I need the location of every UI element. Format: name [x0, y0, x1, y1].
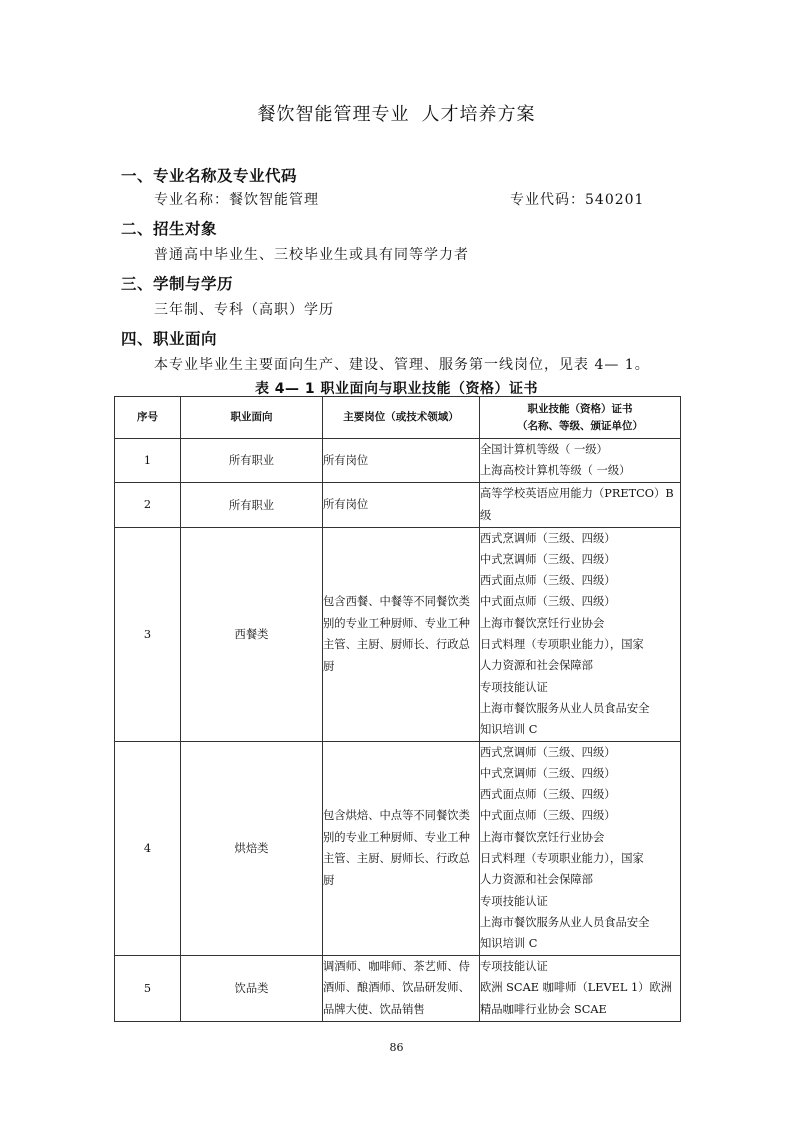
- row-field: 饮品类: [181, 955, 323, 1021]
- header-certs-line2: （名称、等级、颁证单位）: [517, 419, 643, 432]
- row-posts: 包含西餐、中餐等不同餐饮类别的专业工种厨师、专业工种主管、主厨、厨师长、行政总厨: [323, 527, 480, 741]
- major-code-text: 专业代码：540201: [510, 192, 645, 208]
- table-row: [115, 439, 681, 483]
- page-title: [0, 100, 793, 126]
- row-number: 3: [115, 527, 181, 741]
- cert-line: 中式烹调师（三级、四级）: [480, 766, 616, 780]
- table-caption: 表 4— 1 职业面向与职业技能（资格）证书: [254, 381, 539, 397]
- title-main: 餐饮智能管理专业: [257, 104, 410, 125]
- cert-line: 西式面点师（三级、四级）: [480, 574, 616, 588]
- cert-line: 西式面点师（三级、四级）: [480, 788, 616, 802]
- career-table: [114, 396, 681, 1022]
- cert-line: 中式面点师（三级、四级）: [480, 595, 616, 609]
- table-header-row: [115, 397, 681, 439]
- row-number: 4: [115, 741, 181, 955]
- row-number: 2: [115, 482, 181, 527]
- row-field: 西餐类: [181, 527, 323, 741]
- cert-line: 中式面点师（三级、四级）: [480, 809, 616, 823]
- cert-line: 精品咖啡行业协会 SCAE: [480, 1002, 607, 1016]
- row-posts: 所有岗位: [323, 439, 480, 483]
- row-number: 5: [115, 955, 181, 1021]
- cert-line: 日式料理（专项职业能力），国家: [480, 638, 644, 652]
- section-1-heading: 一、专业名称及专业代码: [121, 167, 298, 185]
- cert-line: 上海高校计算机等级（ 一级）: [480, 464, 631, 478]
- table-row: [115, 741, 681, 955]
- section-2-text: 普通高中毕业生、三校毕业生或具有同等学力者: [154, 247, 469, 263]
- cert-line: 欧洲 SCAE 咖啡师（LEVEL 1）欧洲: [480, 981, 673, 995]
- table-body: [115, 439, 681, 1022]
- cert-line: 专项技能认证: [480, 960, 548, 974]
- row-number: 1: [115, 439, 181, 483]
- row-certs: [480, 741, 681, 955]
- header-field: 职业面向: [181, 397, 323, 439]
- section-3-text: 三年制、专科（高职）学历: [154, 302, 334, 318]
- row-certs: [480, 955, 681, 1021]
- header-certs-line1: 职业技能（资格）证书: [527, 402, 633, 415]
- major-name-text: 专业名称：餐饮智能管理: [154, 192, 319, 208]
- header-no: 序号: [115, 397, 181, 439]
- section-3-heading: 三、学制与学历: [121, 275, 234, 293]
- header-posts: 主要岗位（或技术领域）: [323, 397, 480, 439]
- cert-line: 上海市餐饮烹饪行业协会: [480, 616, 605, 630]
- cert-line: 中式烹调师（三级、四级）: [480, 552, 616, 566]
- cert-line: 人力资源和社会保障部: [480, 659, 593, 673]
- section-4-text: 本专业毕业生主要面向生产、建设、管理、服务第一线岗位，见表 4— 1。: [154, 357, 650, 373]
- row-posts: 所有岗位: [323, 482, 480, 527]
- table-row: [115, 527, 681, 741]
- cert-line: 级: [480, 508, 492, 522]
- row-posts: 调酒师、咖啡师、茶艺师、侍酒师、酿酒师、饮品研发师、品牌大使、饮品销售: [323, 955, 480, 1021]
- cert-line: 人力资源和社会保障部: [480, 873, 593, 887]
- row-field: 烘焙类: [181, 741, 323, 955]
- row-certs: [480, 482, 681, 527]
- cert-line: 专项技能认证: [480, 894, 548, 908]
- row-certs: [480, 527, 681, 741]
- cert-line: 全国计算机等级（ 一级）: [480, 443, 608, 456]
- table-row: [115, 955, 681, 1021]
- page-number: 86: [389, 1041, 404, 1054]
- row-field: 所有职业: [181, 482, 323, 527]
- cert-line: 上海市餐饮服务从业人员食品安全: [480, 915, 650, 929]
- cert-line: 西式烹调师（三级、四级）: [480, 745, 616, 759]
- cert-line: 上海市餐饮服务从业人员食品安全: [480, 701, 650, 715]
- cert-line: 上海市餐饮烹饪行业协会: [480, 830, 605, 844]
- table-row: [115, 482, 681, 527]
- row-posts: 包含烘焙、中点等不同餐饮类别的专业工种厨师、专业工种主管、主厨、厨师长、行政总厨: [323, 741, 480, 955]
- cert-line: 日式料理（专项职业能力），国家: [480, 852, 644, 866]
- cert-line: 高等学校英语应用能力（PRETCO）B: [480, 487, 674, 501]
- title-sub: 人才培养方案: [421, 104, 536, 125]
- section-2-heading: 二、招生对象: [121, 220, 218, 238]
- cert-line: 知识培训 C: [480, 723, 538, 737]
- cert-line: 知识培训 C: [480, 937, 538, 951]
- cert-line: 专项技能认证: [480, 680, 548, 694]
- row-certs: [480, 439, 681, 483]
- header-certs: [480, 397, 681, 439]
- cert-line: 西式烹调师（三级、四级）: [480, 531, 616, 545]
- section-4-heading: 四、职业面向: [121, 330, 218, 348]
- row-field: 所有职业: [181, 439, 323, 483]
